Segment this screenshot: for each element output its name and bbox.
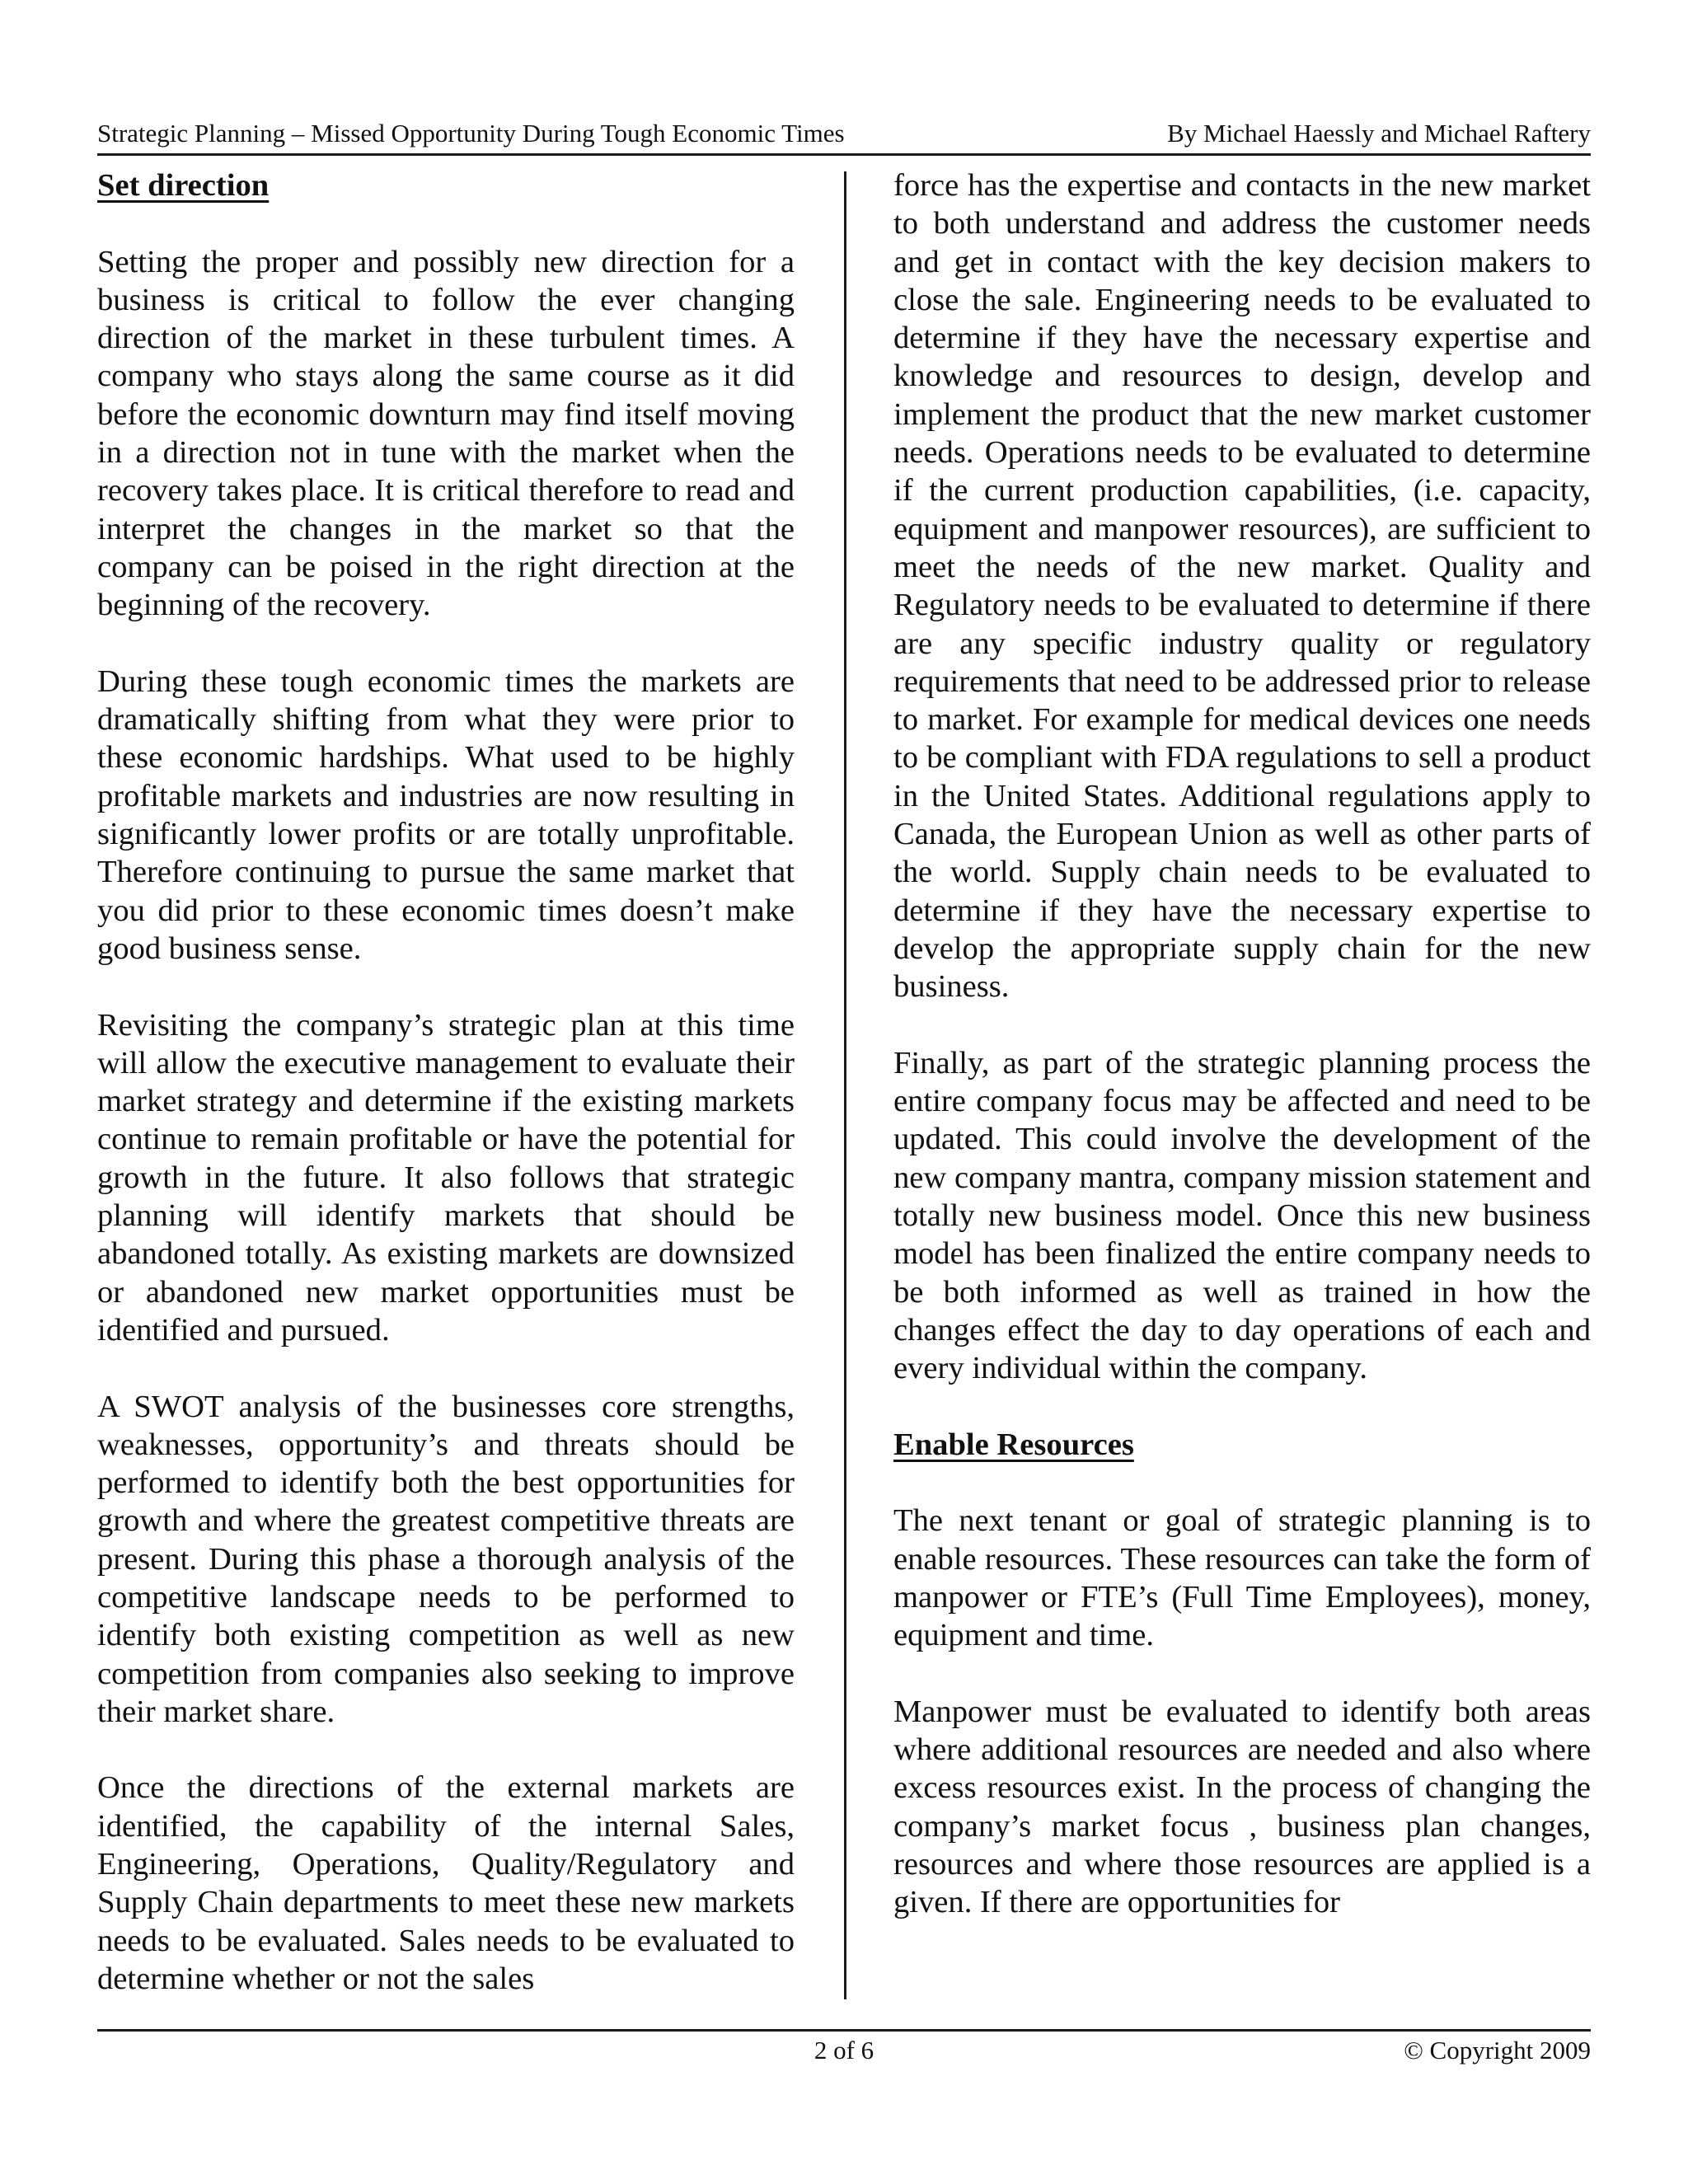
page-header xyxy=(97,114,1591,156)
section-heading-enable-resources: Enable Resources xyxy=(893,1427,1134,1462)
right-column xyxy=(893,166,1591,1922)
paragraph: The next tenant or goal of strategic planning is to enable resources. These resources can take the form of manpower or FTE’s (Full Time Employees), money, equipment and time. xyxy=(893,1503,1591,1653)
copyright-notice: © Copyright 2009 xyxy=(1404,2036,1591,2064)
header-authors: By Michael Haessly and Michael Raftery xyxy=(1167,119,1591,148)
paragraph: During these tough economic times the markets are dramatically shifting from what they were prior to these economic hardships. What used to be highly profitable markets and industries are now resulting in significantly lower profits or are totally unprofitable. Therefore continuing to pursue the same market that you did prior to these economic times doesn’t make good business sense. xyxy=(97,663,795,966)
left-column xyxy=(97,166,795,1998)
paragraph: Manpower must be evaluated to identify both areas where additional resources are needed and also where excess resources exist. In the process of changing the company’s market focus , business plan changes, resources and where those resources are applied is a given. If there are opportunities for xyxy=(893,1694,1591,1920)
column-divider xyxy=(844,171,846,1999)
page-number: 2 of 6 xyxy=(814,2036,874,2064)
paragraph: force has the expertise and contacts in the new market to both understand and address the customer needs and get in contact with the key decision makers to close the sale. Engineering needs to be evaluated to determine if they have the necessary expertise and knowledge and resources to design, develop and implement the product that the new market customer needs. Operations needs to be evaluated to determine if the current production capabilities, (i.e. capacity, equipment and manpower resources), are sufficient to meet the needs of the new market. Quality and Regulatory needs to be evaluated to determine if there are any specific industry quality or regulatory requirements that need to be addressed prior to release to market. For example for medical devices one needs to be compliant with FDA regulations to sell a product in the United States. Additional regulations apply to Canada, the European Union as well as other parts of the world. Supply chain needs to be evaluated to determine if they have the necessary expertise to develop the appropriate supply chain for the new business. xyxy=(893,168,1591,1005)
page-footer xyxy=(97,2029,1591,2069)
paragraph: Finally, as part of the strategic planning process the entire company focus may be affected and need to be updated. This could involve the development of the new company mantra, company mission statement and totally new business model. Once this new business model has been finalized the entire company needs to be both informed as well as trained in how the changes effect the day to day operations of each and every individual within the company. xyxy=(893,1045,1591,1386)
paragraph: Setting the proper and possibly new direction for a business is critical to follow the ever changing direction of the market in these turbulent times. A company who stays along the same course as it did before the economic downturn may find itself moving in a direction not in tune with the market when the recovery takes place. It is critical therefore to read and interpret the changes in the market so that the company can be poised in the right direction at the beginning of the recovery. xyxy=(97,244,795,623)
paragraph: A SWOT analysis of the businesses core strengths, weaknesses, opportunity’s and threats should be performed to identify both the best opportunities for growth and where the greatest competitive threats are present. During this phase a thorough analysis of the competitive landscape needs to be performed to identify both existing competition as well as new competition from companies also seeking to improve their market share. xyxy=(97,1389,795,1729)
paragraph: Revisiting the company’s strategic plan at this time will allow the executive management to evaluate their market strategy and determine if the existing markets continue to remain profitable or have the potential for growth in the future. It also follows that strategic planning will identify markets that should be abandoned totally. As existing markets are downsized or abandoned new market opportunities must be identified and pursued. xyxy=(97,1007,795,1347)
section-heading-set-direction: Set direction xyxy=(97,168,270,203)
paragraph: Once the directions of the external markets are identified, the capability of the internal Sales, Engineering, Operations, Quality/Regulatory and Supply Chain departments to meet these new markets needs to be evaluated. Sales needs to be evaluated to determine whether or not the sales xyxy=(97,1770,795,1996)
header-title: Strategic Planning – Missed Opportunity During Tough Economic Times xyxy=(97,119,845,148)
